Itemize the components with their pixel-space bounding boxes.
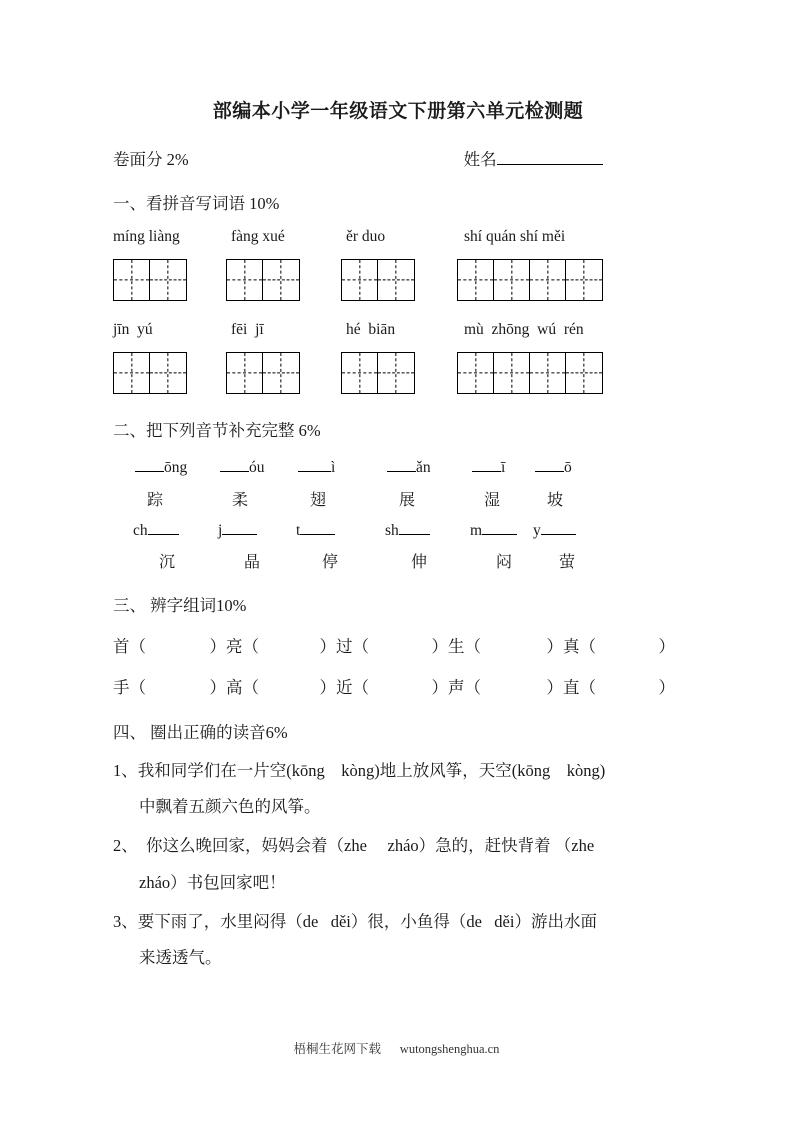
syllable-initial-item[interactable] <box>533 521 576 540</box>
name-blank-line[interactable] <box>497 149 603 165</box>
section1-grid-row-2 <box>113 352 683 394</box>
bianzi-close-paren: ） <box>546 636 563 656</box>
section4-heading: 四、 圈出正确的读音6% <box>113 722 288 742</box>
tianzige-cell[interactable] <box>342 353 378 393</box>
section1-grid-row-1 <box>113 259 683 301</box>
pinyin-word: míng liàng <box>113 227 180 245</box>
tianzige-group[interactable] <box>226 259 300 301</box>
char-label: 柔 <box>232 491 249 509</box>
answer-blank[interactable] <box>220 458 249 472</box>
name-field <box>464 146 603 170</box>
tianzige-cell[interactable] <box>494 260 530 300</box>
header-row <box>113 146 683 170</box>
char-label: 展 <box>399 491 416 509</box>
tianzige-group[interactable] <box>341 259 415 301</box>
section3-row-1 <box>113 633 683 657</box>
section1-pinyin-row-1 <box>113 228 683 248</box>
bianzi-char: 真（ <box>563 636 596 656</box>
question-line[interactable]: zháo）书包回家吧！ <box>139 872 286 892</box>
bianzi-close-paren: ） <box>209 677 226 697</box>
syllable-final-item[interactable] <box>387 458 472 477</box>
tianzige-cell[interactable] <box>114 353 150 393</box>
bianzi-close-paren: ） <box>658 636 675 656</box>
answer-blank[interactable] <box>222 521 257 535</box>
bianzi-item[interactable] <box>226 633 336 657</box>
tianzige-cell[interactable] <box>263 353 299 393</box>
syllable-initial-item[interactable] <box>133 521 218 540</box>
char-label: 湿 <box>484 491 501 509</box>
tianzige-cell[interactable] <box>150 260 186 300</box>
initial-text: t <box>296 521 301 539</box>
syllable-final-item[interactable] <box>298 458 387 477</box>
tianzige-cell[interactable] <box>494 353 530 393</box>
bianzi-close-paren: ） <box>658 677 675 697</box>
final-text: ī <box>501 458 506 476</box>
section2-initials-row <box>113 521 683 540</box>
char-label: 晶 <box>244 553 261 571</box>
tianzige-cell[interactable] <box>263 260 299 300</box>
question-2 <box>113 835 683 894</box>
score-label: 卷面分 2% <box>113 149 189 169</box>
initial-text: j <box>218 521 223 539</box>
syllable-initial-item[interactable] <box>470 521 533 540</box>
initial-text: ch <box>133 521 148 539</box>
bianzi-item[interactable] <box>448 633 563 657</box>
bianzi-close-paren: ） <box>546 677 563 697</box>
char-label: 伸 <box>411 553 428 571</box>
tianzige-cell[interactable] <box>227 353 263 393</box>
bianzi-item[interactable] <box>226 674 336 698</box>
bianzi-char: 手（ <box>113 677 146 697</box>
syllable-final-item[interactable] <box>535 458 572 477</box>
final-text: ǎn <box>416 458 431 476</box>
char-label: 沉 <box>159 553 176 571</box>
section3-row-2 <box>113 674 683 698</box>
tianzige-group[interactable] <box>113 352 187 394</box>
char-label: 停 <box>322 553 339 571</box>
tianzige-cell[interactable] <box>114 260 150 300</box>
footer-watermark: 梧桐生花网下载 wutongshenghua.cn <box>293 1042 500 1056</box>
section2-heading: 二、把下列音节补充完整 6% <box>113 420 321 440</box>
tianzige-cell[interactable] <box>342 260 378 300</box>
answer-blank[interactable] <box>472 458 501 472</box>
bianzi-char: 生（ <box>448 636 481 656</box>
pinyin-word: ěr duo <box>346 227 386 245</box>
bianzi-char: 近（ <box>336 677 369 697</box>
final-text: ō <box>564 458 572 476</box>
question-line[interactable]: 来透透气。 <box>139 948 222 968</box>
bianzi-item[interactable] <box>336 633 448 657</box>
final-text: óu <box>249 458 265 476</box>
tianzige-cell[interactable] <box>458 353 494 393</box>
tianzige-group[interactable] <box>226 352 300 394</box>
syllable-initial-item[interactable] <box>218 521 296 540</box>
syllable-final-item[interactable] <box>220 458 298 477</box>
bianzi-item[interactable] <box>113 674 226 698</box>
pinyin-word: mù zhōng wú rén <box>464 320 584 338</box>
name-label: 姓名 <box>463 149 497 169</box>
syllable-final-item[interactable] <box>472 458 535 477</box>
tianzige-group[interactable] <box>457 259 603 301</box>
bianzi-close-paren: ） <box>209 636 226 656</box>
question-1 <box>113 760 683 819</box>
answer-blank[interactable] <box>135 458 164 472</box>
answer-blank[interactable] <box>300 521 335 535</box>
tianzige-cell[interactable] <box>378 353 414 393</box>
answer-blank[interactable] <box>148 521 179 535</box>
tianzige-cell[interactable] <box>458 260 494 300</box>
question-line[interactable]: 3、要下雨了，水里闷得（de děi）很，小鱼得（de děi）游出水面 <box>113 911 597 931</box>
tianzige-cell[interactable] <box>566 260 602 300</box>
bianzi-char: 首（ <box>113 636 146 656</box>
bianzi-close-paren: ） <box>431 636 448 656</box>
bianzi-item[interactable] <box>113 633 226 657</box>
pinyin-word: fàng xué <box>231 227 285 245</box>
pinyin-word: fēi jī <box>231 320 264 338</box>
bianzi-char: 亮（ <box>226 636 259 656</box>
bianzi-item[interactable] <box>563 633 675 657</box>
page-title: 部编本小学一年级语文下册第六单元检测题 <box>212 101 584 122</box>
tianzige-cell[interactable] <box>150 353 186 393</box>
section1-heading: 一、看拼音写词语 10% <box>113 193 280 213</box>
char-label: 闷 <box>496 553 513 571</box>
tianzige-cell[interactable] <box>378 260 414 300</box>
answer-blank[interactable] <box>482 521 517 535</box>
tianzige-cell[interactable] <box>530 353 566 393</box>
tianzige-group[interactable] <box>457 352 603 394</box>
bianzi-char: 高（ <box>226 677 259 697</box>
answer-blank[interactable] <box>535 458 564 472</box>
final-text: ōng <box>164 458 188 476</box>
section1-pinyin-row-2 <box>113 321 683 341</box>
section3-heading: 三、 辨字组词10% <box>113 595 247 615</box>
question-line[interactable]: 2、 你这么晚回家，妈妈会着（zhe zháo）急的，赶快背着 （zhe <box>113 836 595 856</box>
question-line[interactable]: 1、我和同学们在一片空(kōng kòng)地上放风筝，天空(kōng kòng) <box>113 760 606 780</box>
section2-chars-top-row <box>113 487 683 510</box>
final-text: ì <box>331 458 336 476</box>
syllable-final-item[interactable] <box>135 458 220 477</box>
pinyin-word: shí quán shí měi <box>464 227 566 245</box>
answer-blank[interactable] <box>541 521 576 535</box>
question-line[interactable]: 中飘着五颜六色的风筝。 <box>139 797 321 817</box>
answer-blank[interactable] <box>387 458 416 472</box>
char-label: 萤 <box>559 553 576 571</box>
question-3 <box>113 911 683 970</box>
char-label: 踪 <box>147 491 164 509</box>
bianzi-item[interactable] <box>448 674 563 698</box>
pinyin-word: jīn yú <box>113 320 153 338</box>
bianzi-char: 过（ <box>336 636 369 656</box>
bianzi-item[interactable] <box>563 674 675 698</box>
char-label: 翅 <box>310 491 327 509</box>
bianzi-item[interactable] <box>336 674 448 698</box>
initial-text: y <box>533 521 541 539</box>
tianzige-cell[interactable] <box>227 260 263 300</box>
section2-chars-bottom-row <box>113 549 683 572</box>
tianzige-group[interactable] <box>341 352 415 394</box>
bianzi-close-paren: ） <box>319 677 336 697</box>
syllable-initial-item[interactable] <box>296 521 385 540</box>
answer-blank[interactable] <box>399 521 430 535</box>
answer-blank[interactable] <box>298 458 331 472</box>
bianzi-char: 声（ <box>448 677 481 697</box>
bianzi-close-paren: ） <box>431 677 448 697</box>
tianzige-cell[interactable] <box>566 353 602 393</box>
bianzi-close-paren: ） <box>319 636 336 656</box>
section2-finals-row <box>113 458 683 477</box>
char-label: 坡 <box>547 491 564 509</box>
initial-text: m <box>470 521 483 539</box>
tianzige-cell[interactable] <box>530 260 566 300</box>
tianzige-group[interactable] <box>113 259 187 301</box>
initial-text: sh <box>385 521 399 539</box>
pinyin-word: hé biān <box>346 320 396 338</box>
bianzi-char: 直（ <box>563 677 596 697</box>
syllable-initial-item[interactable] <box>385 521 470 540</box>
